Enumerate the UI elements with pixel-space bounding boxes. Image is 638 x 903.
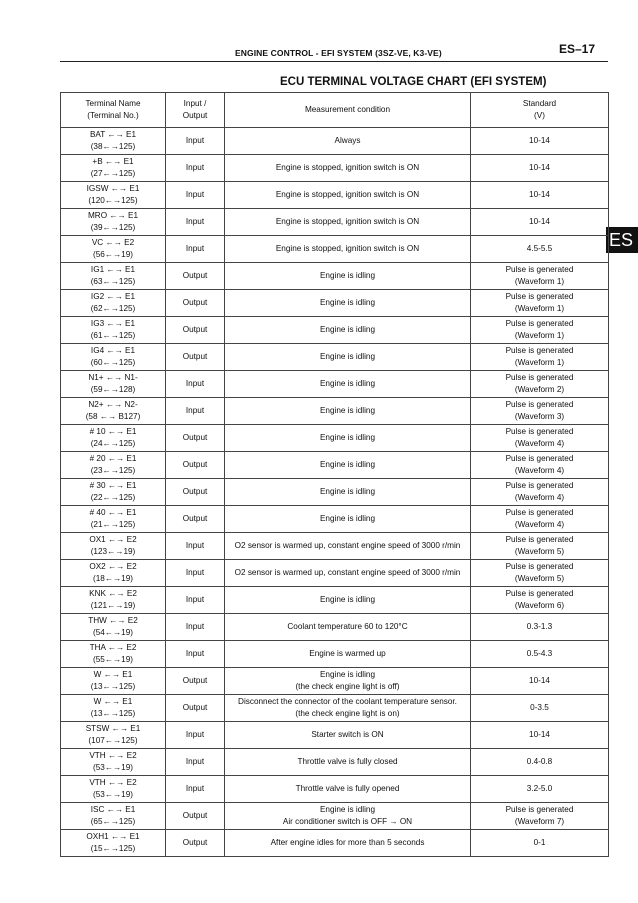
condition-cell-line: Engine is idling: [319, 351, 376, 361]
table-row: [61, 236, 609, 263]
table-row: [61, 695, 609, 722]
terminal-cell-line: (38←→125): [90, 142, 136, 151]
terminal-cell-line: (56←→19): [92, 250, 134, 259]
io-cell: Output: [166, 695, 225, 722]
terminal-cell: [61, 236, 166, 263]
terminal-cell-line: W ←→ E1: [93, 669, 133, 679]
standard-cell: [471, 668, 609, 695]
standard-cell-line: (Waveform 3): [514, 412, 565, 421]
terminal-cell-line: MRO ←→ E1: [87, 210, 139, 220]
terminal-cell-line: OX1 ←→ E2: [89, 534, 137, 544]
table-row: [61, 614, 609, 641]
terminal-cell-line: VTH ←→ E2: [89, 777, 137, 787]
terminal-cell-line: STSW ←→ E1: [85, 723, 141, 733]
condition-cell-line: Engine is idling: [319, 513, 376, 523]
condition-cell-line: After engine idles for more than 5 seconds: [270, 837, 425, 847]
header-standard: [471, 93, 609, 128]
io-cell: Input: [166, 722, 225, 749]
standard-cell-line: (Waveform 6): [514, 601, 565, 610]
header-standard-line: Standard: [522, 98, 557, 108]
condition-cell: [225, 128, 471, 155]
standard-cell: [471, 290, 609, 317]
standard-cell-line: 0.3-1.3: [526, 621, 553, 631]
standard-cell: [471, 641, 609, 668]
terminal-cell-line: (58 ←→ B127): [85, 412, 141, 421]
header-terminal: [61, 93, 166, 128]
standard-cell-line: Pulse is generated: [505, 588, 574, 598]
condition-cell: [225, 209, 471, 236]
terminal-cell-line: # 40 ←→ E1: [89, 507, 137, 517]
table-row: [61, 182, 609, 209]
table-row: [61, 344, 609, 371]
page-number: ES–17: [559, 42, 596, 56]
terminal-cell-line: # 30 ←→ E1: [89, 480, 137, 490]
terminal-cell-line: (59←→128): [90, 385, 136, 394]
table-row: [61, 128, 609, 155]
standard-cell-line: (Waveform 7): [514, 817, 565, 826]
standard-cell: [471, 452, 609, 479]
terminal-cell-line: # 20 ←→ E1: [89, 453, 137, 463]
header-io: [166, 93, 225, 128]
terminal-cell-line: IG2 ←→ E1: [90, 291, 136, 301]
terminal-cell-line: IG4 ←→ E1: [90, 345, 136, 355]
table-row: [61, 425, 609, 452]
condition-cell: [225, 641, 471, 668]
standard-cell: [471, 425, 609, 452]
io-cell: Output: [166, 479, 225, 506]
terminal-cell: [61, 344, 166, 371]
condition-cell: [225, 830, 471, 857]
io-cell: Input: [166, 155, 225, 182]
standard-cell-line: Pulse is generated: [505, 561, 574, 571]
terminal-cell-line: (60←→125): [90, 358, 136, 367]
standard-cell-line: Pulse is generated: [505, 507, 574, 517]
condition-cell-line: Disconnect the connector of the coolant temperature sensor.: [238, 696, 457, 706]
terminal-cell-line: ISC ←→ E1: [90, 804, 136, 814]
io-cell: Input: [166, 533, 225, 560]
io-cell: Output: [166, 452, 225, 479]
condition-cell: [225, 398, 471, 425]
io-cell: Input: [166, 614, 225, 641]
standard-cell-line: Pulse is generated: [505, 399, 574, 409]
io-cell: Output: [166, 830, 225, 857]
terminal-cell-line: IG3 ←→ E1: [90, 318, 136, 328]
terminal-cell-line: N1+ ←→ N1-: [88, 372, 138, 382]
standard-cell-line: (Waveform 1): [514, 358, 565, 367]
condition-cell-line: Throttle valve is fully closed: [297, 756, 398, 766]
condition-cell: [225, 533, 471, 560]
io-cell: Input: [166, 776, 225, 803]
io-cell: Input: [166, 209, 225, 236]
terminal-cell-line: (18←→19): [92, 574, 134, 583]
condition-cell-line: Engine is idling: [319, 270, 376, 280]
io-cell: Output: [166, 317, 225, 344]
io-cell: Output: [166, 344, 225, 371]
standard-cell-line: 10-14: [529, 675, 550, 685]
io-cell: Input: [166, 749, 225, 776]
standard-cell: [471, 749, 609, 776]
standard-cell: [471, 128, 609, 155]
standard-cell: [471, 209, 609, 236]
terminal-cell-line: BAT ←→ E1: [89, 129, 137, 139]
header-condition: [225, 93, 471, 128]
terminal-cell: [61, 425, 166, 452]
standard-cell-line: Pulse is generated: [505, 372, 574, 382]
condition-cell: [225, 344, 471, 371]
terminal-voltage-table: [60, 92, 609, 857]
condition-cell: [225, 317, 471, 344]
terminal-cell-line: (63←→125): [90, 277, 136, 286]
standard-cell-line: Pulse is generated: [505, 426, 574, 436]
standard-cell: [471, 776, 609, 803]
condition-cell-line: Always: [334, 135, 361, 145]
condition-cell-line: Engine is idling: [319, 669, 376, 679]
standard-cell-line: (Waveform 1): [514, 331, 565, 340]
terminal-cell: [61, 695, 166, 722]
terminal-cell-line: IG1 ←→ E1: [90, 264, 136, 274]
condition-cell-line: Engine is idling: [319, 486, 376, 496]
standard-cell: [471, 479, 609, 506]
standard-cell-line: (Waveform 4): [514, 520, 565, 529]
condition-cell-line: Engine is stopped, ignition switch is ON: [275, 189, 420, 199]
terminal-cell-line: (21←→125): [90, 520, 136, 529]
io-cell: Input: [166, 128, 225, 155]
condition-cell-line: O2 sensor is warmed up, constant engine speed of 3000 r/min: [234, 540, 461, 550]
standard-cell: [471, 803, 609, 830]
terminal-cell-line: THA ←→ E2: [89, 642, 137, 652]
standard-cell: [471, 155, 609, 182]
condition-cell-line: Engine is stopped, ignition switch is ON: [275, 216, 420, 226]
table-row: [61, 587, 609, 614]
condition-cell-line: Engine is idling: [319, 324, 376, 334]
terminal-cell-line: IGSW ←→ E1: [86, 183, 140, 193]
condition-cell-line: Starter switch is ON: [311, 729, 384, 739]
standard-cell: [471, 236, 609, 263]
terminal-cell-line: VTH ←→ E2: [89, 750, 137, 760]
terminal-cell-line: (27←→125): [90, 169, 136, 178]
condition-cell-line: Engine is idling: [319, 804, 376, 814]
condition-cell: [225, 614, 471, 641]
table-row: [61, 263, 609, 290]
standard-cell: [471, 722, 609, 749]
standard-cell: [471, 398, 609, 425]
terminal-cell: [61, 776, 166, 803]
terminal-cell-line: (13←→125): [90, 709, 136, 718]
terminal-cell-line: THW ←→ E2: [88, 615, 138, 625]
standard-cell: [471, 587, 609, 614]
terminal-cell: [61, 641, 166, 668]
terminal-cell: [61, 182, 166, 209]
header-rule: [60, 61, 608, 62]
io-cell: Input: [166, 587, 225, 614]
table-row: [61, 560, 609, 587]
standard-cell-line: Pulse is generated: [505, 318, 574, 328]
io-cell: Input: [166, 641, 225, 668]
terminal-cell: [61, 155, 166, 182]
terminal-cell-line: (53←→19): [92, 763, 134, 772]
standard-cell-line: Pulse is generated: [505, 291, 574, 301]
condition-cell: [225, 182, 471, 209]
io-cell: Output: [166, 263, 225, 290]
condition-cell: [225, 722, 471, 749]
terminal-cell: [61, 479, 166, 506]
standard-cell-line: Pulse is generated: [505, 804, 574, 814]
condition-cell: [225, 695, 471, 722]
condition-cell: [225, 290, 471, 317]
terminal-cell-line: (24←→125): [90, 439, 136, 448]
standard-cell: [471, 317, 609, 344]
condition-cell-line: Engine is stopped, ignition switch is ON: [275, 243, 420, 253]
condition-cell-line: Throttle valve is fully opened: [295, 783, 400, 793]
standard-cell: [471, 506, 609, 533]
terminal-cell: [61, 263, 166, 290]
condition-cell-line: (the check engine light is off): [295, 682, 400, 691]
standard-cell-line: 10-14: [529, 729, 550, 739]
table-row: [61, 452, 609, 479]
terminal-cell: [61, 614, 166, 641]
terminal-cell-line: (15←→125): [90, 844, 136, 853]
condition-cell: [225, 371, 471, 398]
terminal-cell-line: (121←→19): [90, 601, 136, 610]
terminal-cell-line: +B ←→ E1: [92, 156, 134, 166]
table-row: [61, 479, 609, 506]
terminal-cell-line: (123←→19): [90, 547, 136, 556]
io-cell: Input: [166, 398, 225, 425]
terminal-cell-line: KNK ←→ E2: [89, 588, 137, 598]
standard-cell-line: Pulse is generated: [505, 453, 574, 463]
condition-cell: [225, 803, 471, 830]
standard-cell-line: Pulse is generated: [505, 345, 574, 355]
standard-cell-line: 10-14: [529, 189, 550, 199]
condition-cell: [225, 587, 471, 614]
terminal-cell: [61, 533, 166, 560]
io-cell: Input: [166, 560, 225, 587]
standard-cell-line: 0.5-4.3: [526, 648, 553, 658]
terminal-cell-line: (120←→125): [88, 196, 138, 205]
standard-cell-line: 10-14: [529, 135, 550, 145]
terminal-cell-line: (55←→19): [92, 655, 134, 664]
standard-cell-line: (Waveform 4): [514, 466, 565, 475]
condition-cell-line: Engine is idling: [319, 405, 376, 415]
terminal-cell: [61, 668, 166, 695]
table-row: [61, 290, 609, 317]
terminal-cell-line: N2+ ←→ N2-: [88, 399, 138, 409]
standard-cell-line: Pulse is generated: [505, 480, 574, 490]
standard-cell-line: (Waveform 4): [514, 439, 565, 448]
terminal-cell: [61, 209, 166, 236]
terminal-cell: [61, 128, 166, 155]
io-cell: Output: [166, 506, 225, 533]
condition-cell-line: Engine is idling: [319, 459, 376, 469]
standard-cell: [471, 533, 609, 560]
standard-cell-line: Pulse is generated: [505, 534, 574, 544]
io-cell: Output: [166, 803, 225, 830]
standard-cell-line: 0-3.5: [530, 702, 549, 712]
standard-cell: [471, 614, 609, 641]
condition-cell-line: O2 sensor is warmed up, constant engine speed of 3000 r/min: [234, 567, 461, 577]
running-title: ENGINE CONTROL - EFI SYSTEM (3SZ-VE, K3-VE): [235, 48, 442, 58]
terminal-cell: [61, 317, 166, 344]
terminal-cell-line: (54←→19): [92, 628, 134, 637]
condition-cell-line: (the check engine light is on): [295, 709, 400, 718]
condition-cell-line: Engine is warmed up: [309, 648, 386, 658]
standard-cell-line: 10-14: [529, 162, 550, 172]
terminal-cell-line: OX2 ←→ E2: [89, 561, 137, 571]
table-row: [61, 641, 609, 668]
terminal-cell-line: (65←→125): [90, 817, 136, 826]
table-row: [61, 830, 609, 857]
terminal-cell-line: (23←→125): [90, 466, 136, 475]
terminal-cell: [61, 506, 166, 533]
standard-cell-line: 3.2-5.0: [526, 783, 553, 793]
condition-cell: [225, 263, 471, 290]
io-cell: Input: [166, 236, 225, 263]
io-cell: Input: [166, 371, 225, 398]
terminal-cell-line: (62←→125): [90, 304, 136, 313]
condition-cell-line: Coolant temperature 60 to 120°C: [287, 621, 408, 631]
standard-cell: [471, 344, 609, 371]
table-row: [61, 209, 609, 236]
io-cell: Input: [166, 182, 225, 209]
condition-cell-line: Engine is idling: [319, 378, 376, 388]
terminal-cell: [61, 560, 166, 587]
section-tab: ES: [606, 227, 638, 253]
terminal-cell: [61, 830, 166, 857]
terminal-cell-line: (39←→125): [90, 223, 136, 232]
condition-cell-line: Engine is idling: [319, 297, 376, 307]
header-terminal-line: (Terminal No.): [87, 111, 139, 120]
terminal-cell: [61, 587, 166, 614]
table-row: [61, 398, 609, 425]
terminal-cell-line: OXH1 ←→ E1: [86, 831, 140, 841]
header-io-line: Output: [182, 111, 208, 120]
io-cell: Output: [166, 425, 225, 452]
standard-cell-line: 0-1: [533, 837, 546, 847]
standard-cell-line: (Waveform 1): [514, 304, 565, 313]
terminal-cell: [61, 803, 166, 830]
table-row: [61, 533, 609, 560]
standard-cell: [471, 263, 609, 290]
standard-cell: [471, 830, 609, 857]
condition-cell: [225, 776, 471, 803]
chart-title: ECU TERMINAL VOLTAGE CHART (EFI SYSTEM): [280, 76, 547, 88]
terminal-cell-line: # 10 ←→ E1: [89, 426, 137, 436]
standard-cell: [471, 371, 609, 398]
terminal-cell-line: (61←→125): [90, 331, 136, 340]
standard-cell-line: (Waveform 4): [514, 493, 565, 502]
standard-cell-line: 0.4-0.8: [526, 756, 553, 766]
condition-cell: [225, 749, 471, 776]
terminal-cell-line: VC ←→ E2: [91, 237, 135, 247]
terminal-cell-line: (107←→125): [88, 736, 138, 745]
terminal-cell: [61, 749, 166, 776]
table-body: [61, 128, 609, 857]
standard-cell: [471, 695, 609, 722]
condition-cell: [225, 479, 471, 506]
table-row: [61, 776, 609, 803]
terminal-cell: [61, 452, 166, 479]
table-row: [61, 803, 609, 830]
condition-cell: [225, 668, 471, 695]
condition-cell: [225, 506, 471, 533]
standard-cell-line: (Waveform 1): [514, 277, 565, 286]
standard-cell-line: (Waveform 5): [514, 547, 565, 556]
condition-cell: [225, 155, 471, 182]
terminal-cell-line: (13←→125): [90, 682, 136, 691]
io-cell: Output: [166, 290, 225, 317]
terminal-cell: [61, 398, 166, 425]
header-terminal-line: Terminal Name: [85, 98, 141, 108]
standard-cell-line: (Waveform 2): [514, 385, 565, 394]
header-condition-line: Measurement condition: [304, 104, 391, 114]
condition-cell: [225, 452, 471, 479]
standard-cell: [471, 182, 609, 209]
table-row: [61, 749, 609, 776]
condition-cell-line: Engine is idling: [319, 432, 376, 442]
standard-cell-line: (Waveform 5): [514, 574, 565, 583]
table-row: [61, 371, 609, 398]
condition-cell: [225, 560, 471, 587]
condition-cell-line: Engine is stopped, ignition switch is ON: [275, 162, 420, 172]
condition-cell-line: Engine is idling: [319, 594, 376, 604]
terminal-cell: [61, 722, 166, 749]
table-row: [61, 506, 609, 533]
condition-cell: [225, 425, 471, 452]
terminal-cell: [61, 371, 166, 398]
condition-cell-line: Air conditioner switch is OFF → ON: [282, 817, 413, 826]
terminal-cell-line: (53←→19): [92, 790, 134, 799]
table-row: [61, 722, 609, 749]
condition-cell: [225, 236, 471, 263]
table-row: [61, 155, 609, 182]
header-io-line: Input /: [183, 98, 207, 108]
standard-cell-line: 10-14: [529, 216, 550, 226]
terminal-cell-line: (22←→125): [90, 493, 136, 502]
header-standard-line: (V): [534, 111, 545, 120]
terminal-cell-line: W ←→ E1: [93, 696, 133, 706]
standard-cell-line: 4.5-5.5: [526, 243, 553, 253]
table-row: [61, 317, 609, 344]
terminal-cell: [61, 290, 166, 317]
standard-cell: [471, 560, 609, 587]
table-row: [61, 668, 609, 695]
table-header-row: [61, 93, 609, 128]
io-cell: Output: [166, 668, 225, 695]
standard-cell-line: Pulse is generated: [505, 264, 574, 274]
